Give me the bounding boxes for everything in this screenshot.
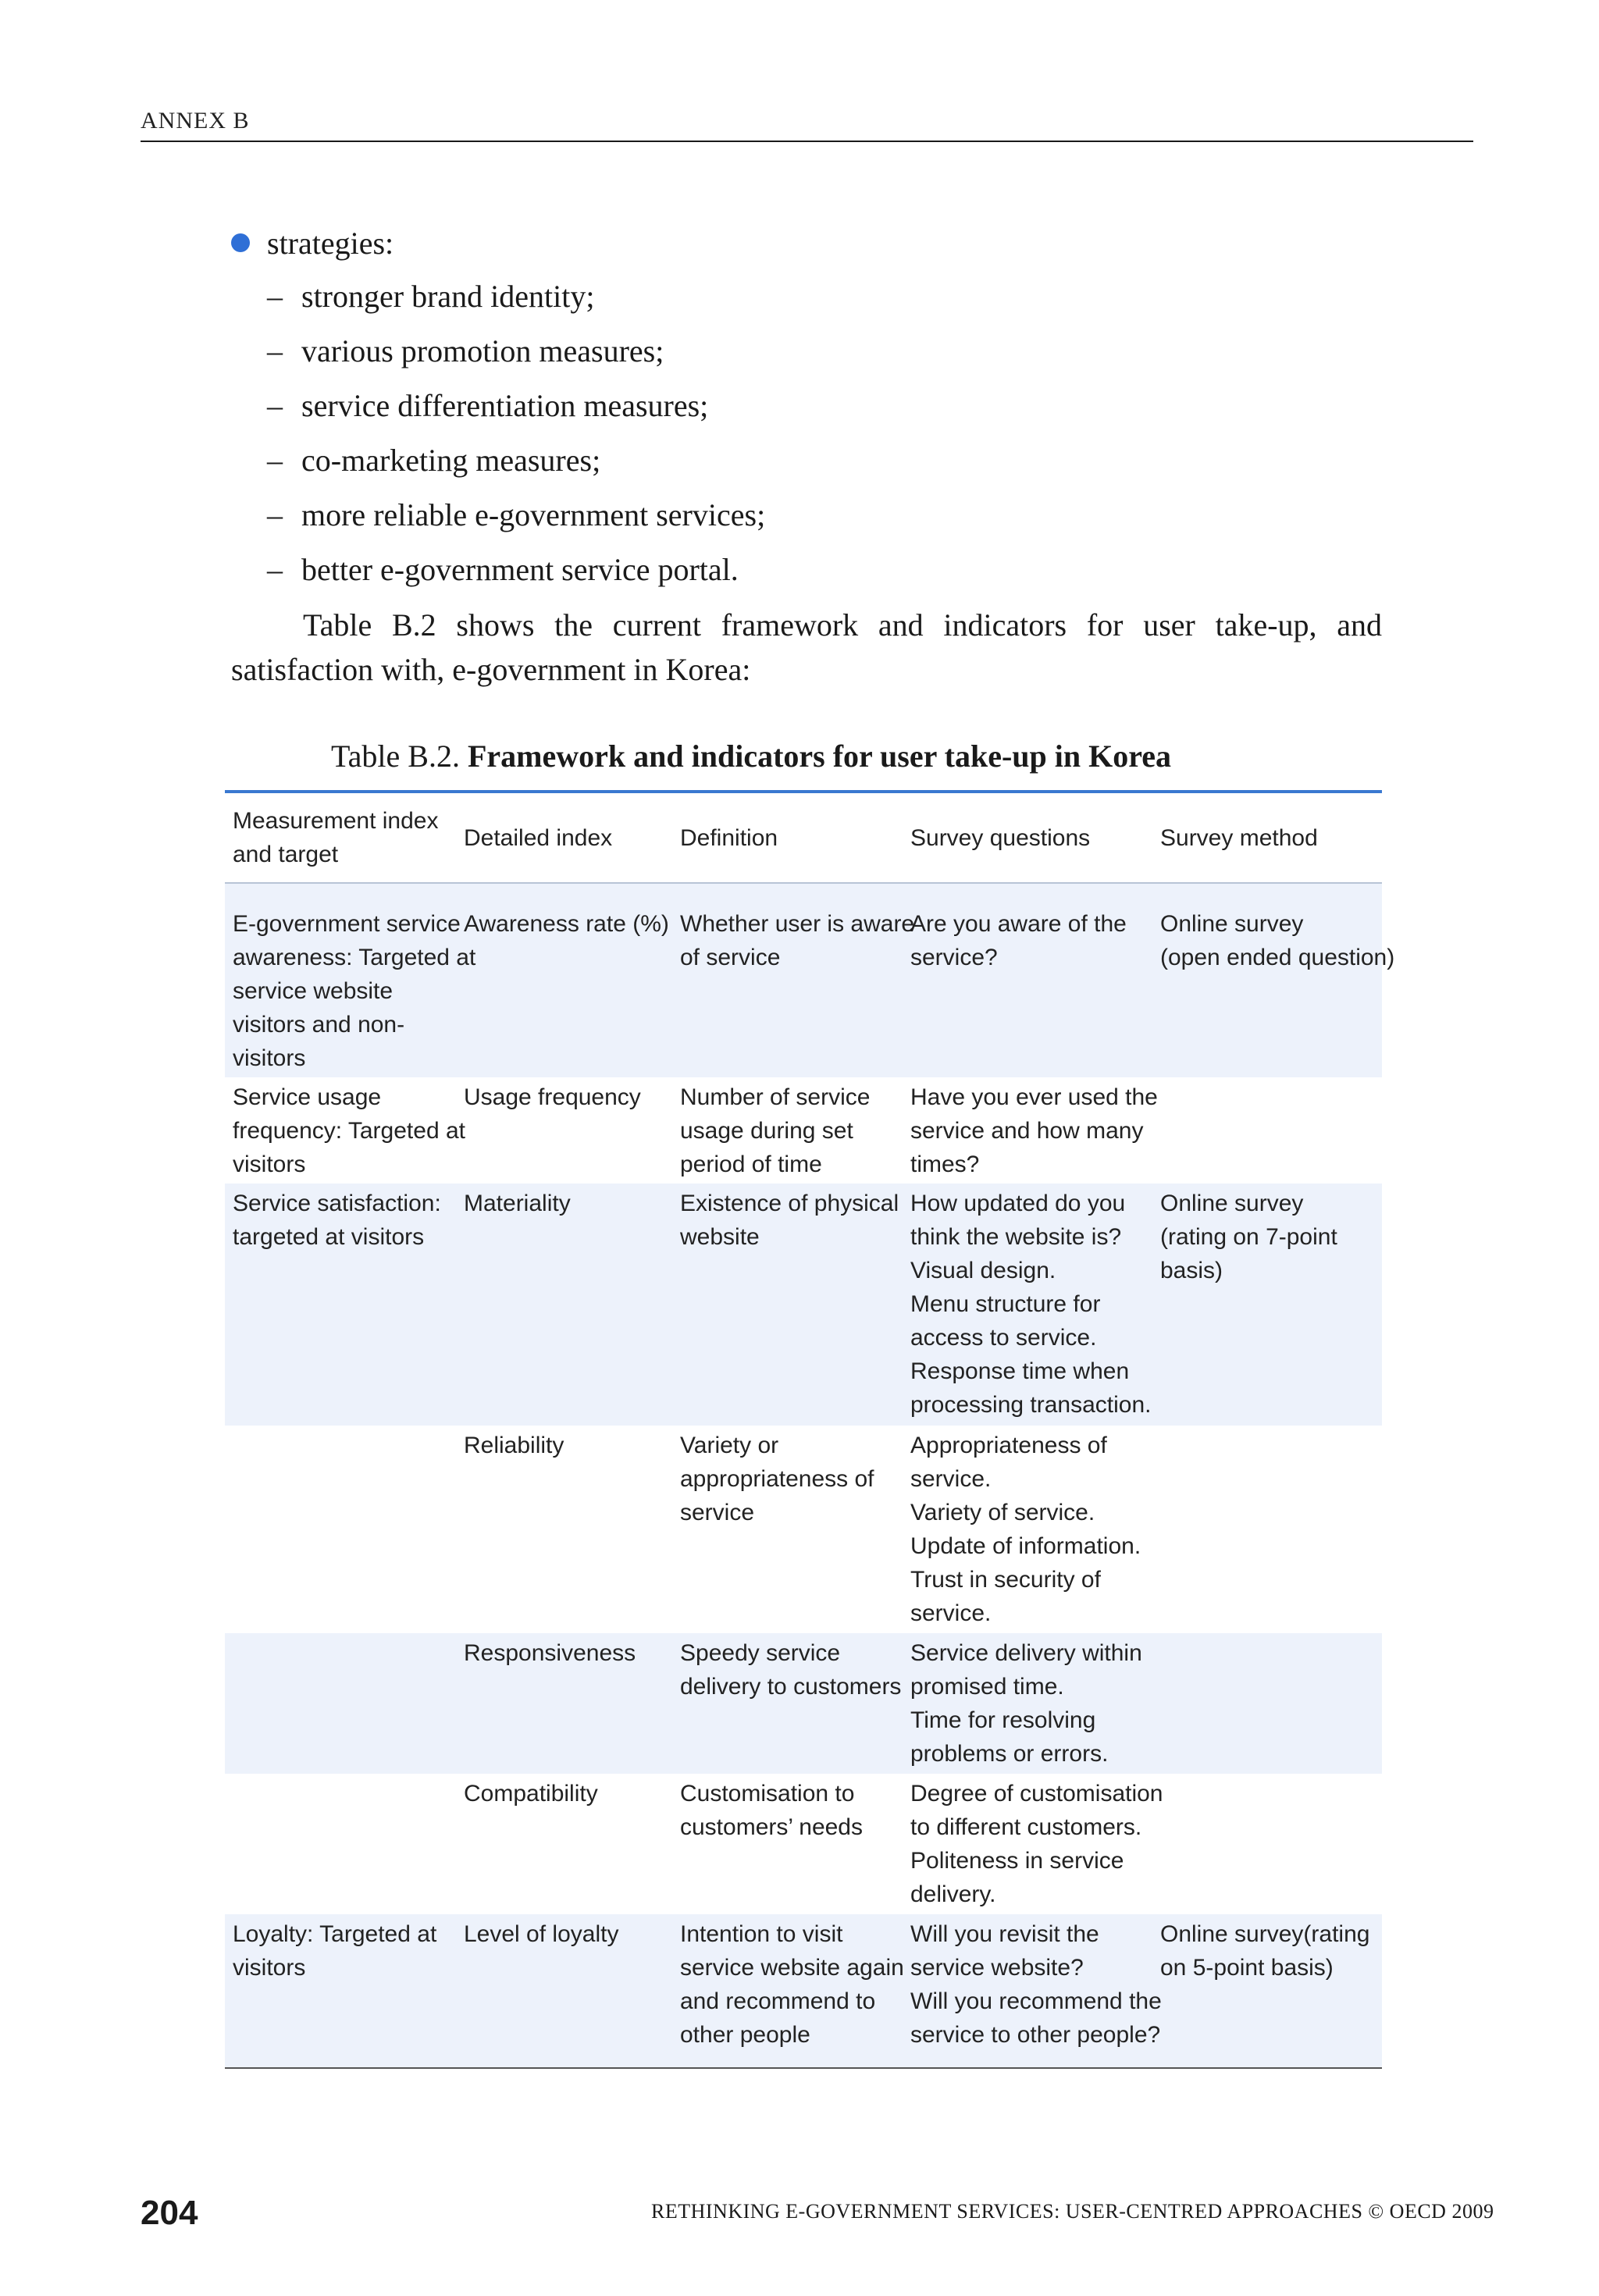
strategy-item (267, 495, 765, 534)
table-header-row (225, 793, 1382, 884)
cell-line: Responsiveness (464, 1640, 636, 1666)
cell-line: access to service. (910, 1325, 1097, 1351)
cell-questions (903, 1187, 1152, 1422)
header-rule (141, 141, 1473, 142)
header-detailed: Detailed index (464, 824, 613, 851)
cell-line: Appropriateness of (910, 1433, 1107, 1458)
cell-line: How updated do you (910, 1191, 1126, 1216)
strategy-text: service differentiation measures; (301, 387, 709, 423)
cell-line: awareness: Targeted at (233, 945, 476, 970)
cell-definition (672, 1080, 903, 1181)
table-row (225, 1426, 1382, 1633)
cell-line: Online survey (1160, 1191, 1304, 1216)
cell-line: appropriateness of (680, 1466, 874, 1492)
cell-line: period of time (680, 1152, 822, 1177)
cell-line: Response time when (910, 1358, 1130, 1384)
cell-line: Loyalty: Targeted at (233, 1921, 437, 1947)
cell-line: E-government service (233, 911, 461, 937)
cell-line: service website? (910, 1955, 1084, 1981)
table-body (225, 884, 1395, 2067)
cell-line: targeted at visitors (233, 1224, 425, 1250)
cell-line: (open ended question) (1160, 945, 1395, 970)
cell-line: times? (910, 1152, 980, 1177)
cell-line: Update of information. (910, 1533, 1141, 1559)
cell-questions (903, 1917, 1162, 2052)
cell-detailed (456, 1429, 672, 1462)
dash-icon: – (267, 442, 283, 478)
table-caption-title: Framework and indicators for user take-up in Korea (467, 739, 1172, 774)
cell-line: on 5-point basis) (1160, 1955, 1334, 1981)
cell-measurement (225, 1080, 465, 1181)
dash-icon: – (267, 387, 283, 423)
strategy-text: co-marketing measures; (301, 442, 601, 478)
cell-definition (672, 1917, 903, 2052)
footer-copyright: RETHINKING E-GOVERNMENT SERVICES: USER-CENTRED APPROACHES © OECD 2009 (651, 2200, 1494, 2223)
strategy-text: stronger brand identity; (301, 278, 595, 314)
intro-paragraph: Table B.2 shows the current framework and indicators for user take-up, and satisfaction with, e-government in Korea: (231, 607, 1382, 687)
dash-icon: – (267, 333, 283, 368)
cell-line: Compatibility (464, 1781, 598, 1807)
cell-questions (903, 1777, 1163, 1911)
cell-line: Existence of physical (680, 1191, 899, 1216)
cell-line: Online survey (1160, 911, 1304, 937)
cell-line: service and how many (910, 1118, 1144, 1144)
cell-measurement (225, 1917, 456, 1985)
cell-line: service. (910, 1600, 992, 1626)
cell-line: basis) (1160, 1258, 1223, 1283)
dash-icon: – (267, 497, 283, 532)
cell-line: Materiality (464, 1191, 571, 1216)
cell-line: Customisation to (680, 1781, 855, 1807)
cell-line: Service usage (233, 1084, 382, 1110)
cell-line: think the website is? (910, 1224, 1122, 1250)
cell-line: frequency: Targeted at (233, 1118, 465, 1144)
page-number: 204 (141, 2194, 198, 2232)
cell-line: (rating on 7-point (1160, 1224, 1337, 1250)
cell-line: Time for resolving (910, 1707, 1096, 1733)
cell-line: visitors (233, 1045, 306, 1071)
cell-line: Menu structure for (910, 1291, 1101, 1317)
cell-detailed (456, 1636, 672, 1670)
cell-line: Service satisfaction: (233, 1191, 441, 1216)
table-row (225, 1914, 1382, 2067)
cell-line: other people (680, 2022, 810, 2048)
cell-line: Will you recommend the (910, 1988, 1162, 2014)
cell-questions (903, 1080, 1158, 1181)
running-header: ANNEX B (141, 108, 250, 133)
strategy-item (267, 331, 664, 370)
cell-line: delivery. (910, 1881, 996, 1907)
cell-questions (903, 1636, 1152, 1771)
cell-measurement (225, 907, 476, 1075)
cell-line: Level of loyalty (464, 1921, 619, 1947)
dash-icon: – (267, 278, 283, 314)
cell-line: service to other people? (910, 2022, 1161, 2048)
cell-line: service. (910, 1466, 992, 1492)
cell-method (1152, 1187, 1382, 1287)
table-row (225, 1184, 1382, 1426)
indicator-table (225, 790, 1395, 2069)
strategy-item (267, 440, 600, 479)
bullet-item (231, 223, 394, 262)
cell-method (1152, 907, 1395, 974)
cell-line: customers’ needs (680, 1814, 863, 1840)
table-caption (331, 738, 1171, 774)
cell-questions (903, 1429, 1152, 1630)
cell-line: Visual design. (910, 1258, 1056, 1283)
strategy-text: various promotion measures; (301, 333, 664, 368)
table-bottom-rule (225, 2067, 1382, 2069)
cell-line: Intention to visit (680, 1921, 843, 1947)
cell-detailed (456, 1777, 672, 1810)
cell-definition (672, 1429, 903, 1529)
bullet-label: strategies: (267, 225, 394, 261)
strategy-item (267, 276, 594, 315)
cell-line: service website (233, 978, 394, 1004)
strategy-text: better e-government service portal. (301, 551, 739, 587)
cell-line: Reliability (464, 1433, 564, 1458)
header-method: Survey method (1160, 824, 1318, 851)
header-measurement-line: Measurement index (233, 808, 439, 834)
cell-line: service? (910, 945, 998, 970)
cell-line: Online survey(rating (1160, 1921, 1370, 1947)
cell-measurement (225, 1187, 456, 1254)
cell-line: Speedy service (680, 1640, 841, 1666)
header-definition: Definition (680, 824, 778, 851)
cell-line: service (680, 1500, 755, 1525)
cell-method (1152, 1917, 1382, 1985)
table-row (225, 1774, 1382, 1914)
cell-detailed (456, 1080, 672, 1114)
cell-definition (672, 907, 915, 974)
strategy-text: more reliable e-government services; (301, 497, 766, 532)
cell-line: usage during set (680, 1118, 853, 1144)
header-questions: Survey questions (910, 824, 1091, 851)
cell-line: promised time. (910, 1674, 1064, 1700)
header-measurement (225, 804, 456, 871)
cell-detailed (456, 907, 672, 941)
cell-line: and recommend to (680, 1988, 876, 2014)
cell-line: visitors (233, 1955, 306, 1981)
cell-line: Variety of service. (910, 1500, 1095, 1525)
table-spacer (225, 884, 1382, 904)
cell-line: website (680, 1224, 760, 1250)
cell-line: Usage frequency (464, 1084, 641, 1110)
cell-line: problems or errors. (910, 1741, 1109, 1767)
cell-line: Variety or (680, 1433, 779, 1458)
dash-icon: – (267, 551, 283, 587)
strategy-item (267, 550, 739, 589)
bullet-dot-icon (231, 233, 250, 252)
cell-line: Have you ever used the (910, 1084, 1158, 1110)
table-row (225, 1633, 1382, 1774)
cell-detailed (456, 1187, 672, 1220)
cell-line: Trust in security of (910, 1567, 1101, 1593)
cell-line: service website again (680, 1955, 904, 1981)
cell-definition (672, 1636, 903, 1703)
cell-line: processing transaction. (910, 1392, 1152, 1418)
table-row (225, 904, 1395, 1077)
cell-line: visitors and non- (233, 1012, 405, 1038)
cell-line: Awareness rate (%) (464, 911, 669, 937)
cell-line: Degree of customisation (910, 1781, 1163, 1807)
cell-detailed (456, 1917, 672, 1951)
cell-line: delivery to customers (680, 1674, 902, 1700)
cell-line: visitors (233, 1152, 306, 1177)
cell-line: Service delivery within (910, 1640, 1142, 1666)
cell-definition (672, 1777, 903, 1844)
cell-line: Number of service (680, 1084, 871, 1110)
cell-line: Whether user is aware (680, 911, 915, 937)
cell-line: Are you aware of the (910, 911, 1127, 937)
strategy-item (267, 386, 708, 425)
cell-line: of service (680, 945, 781, 970)
cell-definition (672, 1187, 903, 1254)
cell-line: to different customers. (910, 1814, 1142, 1840)
table-row (225, 1077, 1382, 1184)
cell-line: Politeness in service (910, 1848, 1124, 1874)
cell-questions (903, 907, 1152, 974)
header-measurement-line: and target (233, 842, 339, 867)
table-caption-number: Table B.2. (331, 739, 460, 774)
cell-line: Will you revisit the (910, 1921, 1099, 1947)
